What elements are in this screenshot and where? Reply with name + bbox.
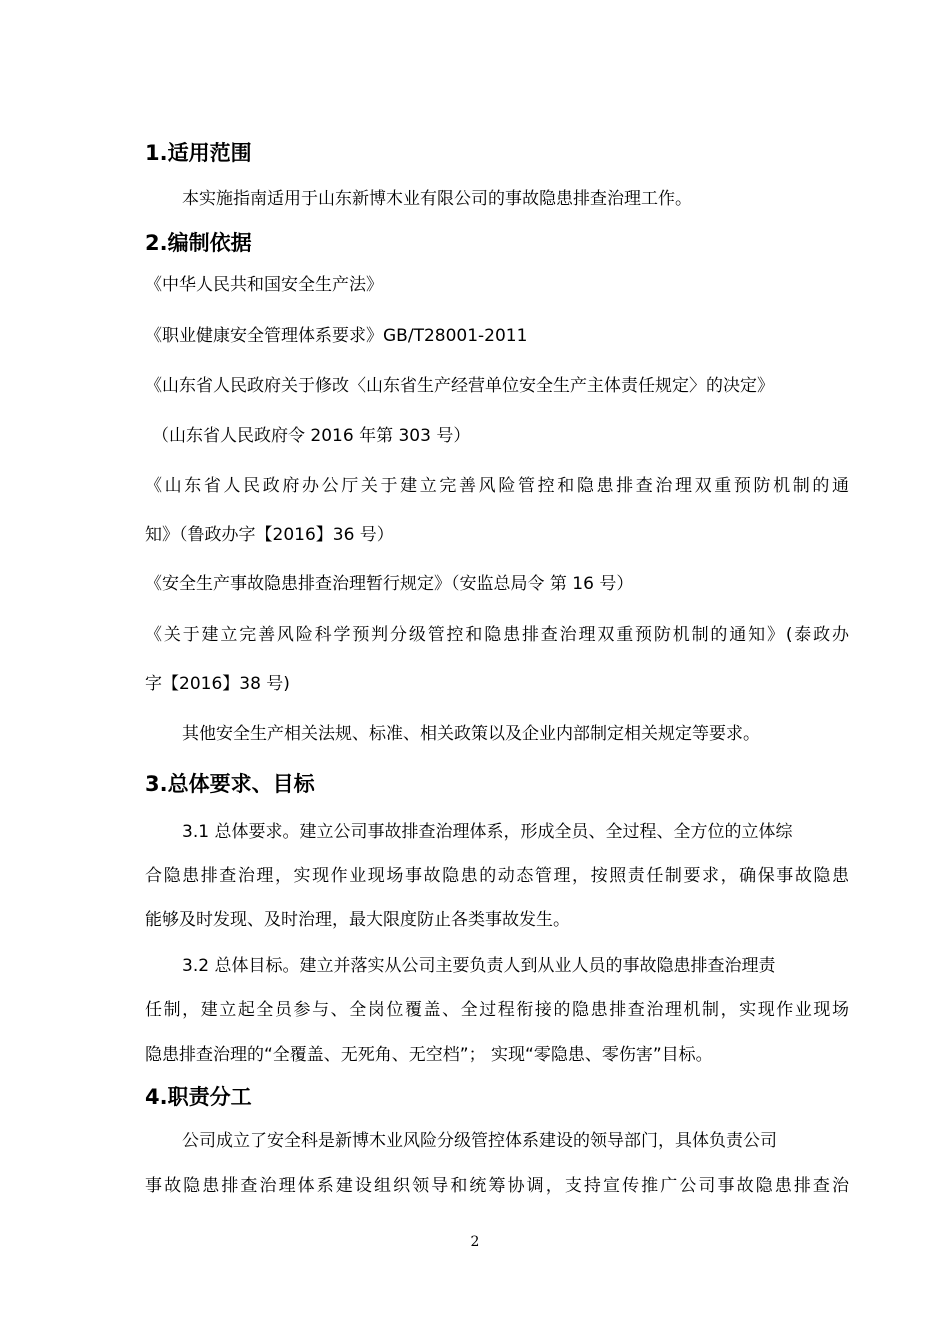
reference-line: 字【2016】38 号)	[145, 674, 290, 694]
paragraph-line: 隐患排查治理的“全覆盖、无死角、无空档”； 实现“零隐患、零伤害”目标。	[145, 1045, 713, 1065]
section-1-heading: 1.适用范围	[145, 141, 252, 165]
page-number: 2	[470, 1234, 480, 1250]
reference-line: 《山东省人民政府办公厅关于建立完善风险管控和隐患排查治理双重预防机制的通	[145, 476, 849, 496]
section-3-heading: 3.总体要求、目标	[145, 772, 315, 796]
section-4-heading: 4.职责分工	[145, 1085, 252, 1109]
reference-line: 知》（鲁政办字【2016】36 号）	[145, 525, 394, 545]
reference-line: 《关于建立完善风险科学预判分级管控和隐患排查治理双重预防机制的通知》(泰政办	[145, 625, 849, 645]
paragraph-line: 能够及时发现、及时治理，最大限度防止各类事故发生。	[145, 910, 570, 930]
reference-line: （山东省人民政府令 2016 年第 303 号）	[152, 426, 471, 446]
paragraph-line: 3.2 总体目标。建立并落实从公司主要负责人到从业人员的事故隐患排查治理责	[182, 956, 776, 976]
paragraph-line: 事故隐患排查治理体系建设组织领导和统筹协调，支持宣传推广公司事故隐患排查治	[145, 1176, 849, 1196]
reference-line: 其他安全生产相关法规、标准、相关政策以及企业内部制定相关规定等要求。	[182, 724, 760, 744]
reference-line: 《山东省人民政府关于修改〈山东省生产经营单位安全生产主体责任规定〉的决定》	[145, 376, 774, 396]
paragraph-line: 公司成立了安全科是新博木业风险分级管控体系建设的领导部门，具体负责公司	[182, 1131, 777, 1151]
reference-line: 《中华人民共和国安全生产法》	[145, 275, 383, 295]
paragraph-line: 3.1 总体要求。建立公司事故排查治理体系，形成全员、全过程、全方位的立体综	[182, 822, 793, 842]
section-1-body: 本实施指南适用于山东新博木业有限公司的事故隐患排查治理工作。	[182, 189, 692, 209]
reference-line: 《安全生产事故隐患排查治理暂行规定》（安监总局令 第 16 号）	[145, 574, 634, 594]
paragraph-line: 任制，建立起全员参与、全岗位覆盖、全过程衔接的隐患排查治理机制，实现作业现场	[145, 1000, 849, 1020]
section-2-heading: 2.编制依据	[145, 231, 252, 255]
paragraph-line: 合隐患排查治理，实现作业现场事故隐患的动态管理，按照责任制要求，确保事故隐患	[145, 866, 849, 886]
reference-line: 《职业健康安全管理体系要求》GB/T28001-2011	[145, 326, 528, 346]
